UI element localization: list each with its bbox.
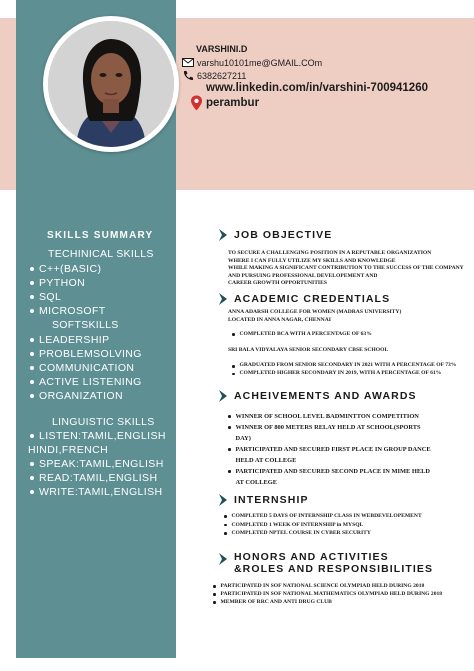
list-item: WRITE:TAMIL,ENGLISH [30, 485, 166, 499]
honors-title-line1: HONORS AND ACTIVITIES [234, 551, 389, 563]
list-item: C++(BASIC) [30, 262, 106, 276]
soft-skills-list [30, 333, 142, 403]
academic-credentials-heading: ACADEMIC CREDENTIALS [216, 292, 390, 306]
list-item: GRADUATED FROM SENIOR SECONDARY IN 2021 WITH A PERCENTAGE OF 73% [232, 362, 456, 370]
email-icon [182, 57, 194, 68]
list-item: LISTEN:TAMIL,ENGLISH [30, 429, 166, 443]
achievements-heading: ACHEIVEMENTS AND AWARDS [216, 389, 417, 403]
technical-skills-heading: TECHINICAL SKILLS [48, 248, 154, 260]
chevron-right-icon [216, 228, 230, 242]
email-text[interactable]: varshu10101me@GMAIL.COm [197, 57, 323, 68]
list-item: WINNER OF 800 METERS RELAY HELD AT SCHOOL(SPORTS [228, 422, 431, 433]
soft-skills-heading: SOFTSKILLS [52, 319, 119, 331]
list-item: COMPLETED NPTEL COURSE IN CYBER SECURITY [224, 529, 422, 538]
list-item: HELD AT COLLEGE [235, 457, 297, 464]
list-item: MEMBER OF RRC AND ANTI DRUG CLUB [213, 598, 442, 606]
list-item: PARTICIPATED AND SECURED SECOND PLACE IN MIME HELD [228, 466, 431, 477]
chevron-right-icon [216, 292, 230, 306]
list-item: COMPLETED BCA WITH A PERCENTAGE OF 63% [232, 330, 372, 339]
email-row [182, 57, 322, 68]
list-item: MICROSOFT [30, 304, 106, 318]
phone-row [182, 70, 246, 81]
college-info: ANNA ADARSH COLLEGE FOR WOMEN (MADRAS UNIVERSITY) LOCATED IN ANNA NAGAR, CHENNAI [228, 309, 402, 323]
technical-skills-list [30, 262, 106, 318]
honors-list [213, 582, 442, 607]
list-item: AT COLLEGE [235, 479, 277, 486]
list-item: LEADERSHIP [30, 333, 142, 347]
achievements-list [228, 411, 431, 488]
list-item: ORGANIZATION [30, 389, 142, 403]
linkedin-url[interactable]: www.linkedin.com/in/varshini-700941260 [206, 82, 428, 94]
location-text: perambur [206, 97, 260, 109]
list-item: PYTHON [30, 276, 106, 290]
profile-photo [48, 21, 174, 147]
list-item: PARTICIPATED IN SOF NATIONAL MATHEMATICS OLYMPIAD HELD DURING 2018 [213, 590, 442, 598]
list-item: READ:TAMIL,ENGLISH [30, 471, 166, 485]
job-objective-heading: JOB OBJECTIVE [216, 228, 332, 242]
phone-text[interactable]: 6382627211 [197, 70, 247, 81]
school-list [232, 362, 456, 377]
list-item: WINNER OF SCHOOL LEVEL BADMINTTON COMPETITION [228, 411, 431, 422]
chevron-right-icon [216, 552, 230, 566]
linguistic-skills-list [30, 429, 166, 499]
profile-photo-frame [43, 16, 179, 152]
list-item: SQL [30, 290, 106, 304]
list-item: COMPLETED 1 WEEK OF INTERNSHIP in MYSQL [224, 521, 422, 530]
linguistic-skills-heading: LINGUISTIC SKILLS [52, 416, 155, 428]
list-item: PARTICIPATED IN SOF NATIONAL SCIENCE OLYMPIAD HELD DURING 2018 [213, 582, 442, 590]
list-item: COMPLETED HIGHER SECONDARY IN 2019, WITH A PERCENTAGE OF 61% [232, 370, 456, 378]
list-item: HINDI,FRENCH [28, 444, 109, 456]
list-item: ACTIVE LISTENING [30, 375, 142, 389]
phone-icon [182, 70, 194, 81]
list-item: COMPLETED 5 DAYS OF INTERNSHIP CLASS IN WEBDEVELOPEMENT [224, 512, 422, 521]
college-list [232, 330, 372, 339]
list-item: PARTICIPATED AND SECURED FIRST PLACE IN GROUP DANCE [228, 444, 431, 455]
school-name: SRI BALA VIDYALAYA SENIOR SECONDARY CBSE SCHOOL [228, 347, 389, 353]
list-item: COMMUNICATION [30, 361, 142, 375]
skills-summary-heading: SKILLS SUMMARY [47, 230, 154, 241]
location-row [190, 95, 259, 111]
list-item: DAY) [235, 435, 251, 442]
honors-heading [216, 551, 433, 575]
location-pin-icon [190, 95, 203, 111]
internship-list [224, 512, 422, 538]
list-item: PROBLEMSOLVING [30, 347, 142, 361]
list-item: SPEAK:TAMIL,ENGLISH [30, 457, 166, 471]
honors-title-line2: &ROLES AND RESPONSIBILITIES [234, 563, 434, 575]
job-objective-text: TO SECURE A CHALLENGING POSITION IN A REPUTABLE ORGANIZATION WHERE I CAN FULLY UTILIZE MY SKILLS AND KNOWLEDGE WHILE MAKING A SIGNIFICANT CONTRIBUTION TO THE SUCCESS OF THE COMPANY AND PURSUING PROFESSIONAL DEVELOPEMENT AND CAREER GROWTH OPPORTUNITIES [228, 250, 464, 287]
internship-heading: INTERNSHIP [216, 493, 309, 507]
candidate-name: VARSHINI.D [196, 44, 248, 54]
chevron-right-icon [216, 389, 230, 403]
chevron-right-icon [216, 493, 230, 507]
